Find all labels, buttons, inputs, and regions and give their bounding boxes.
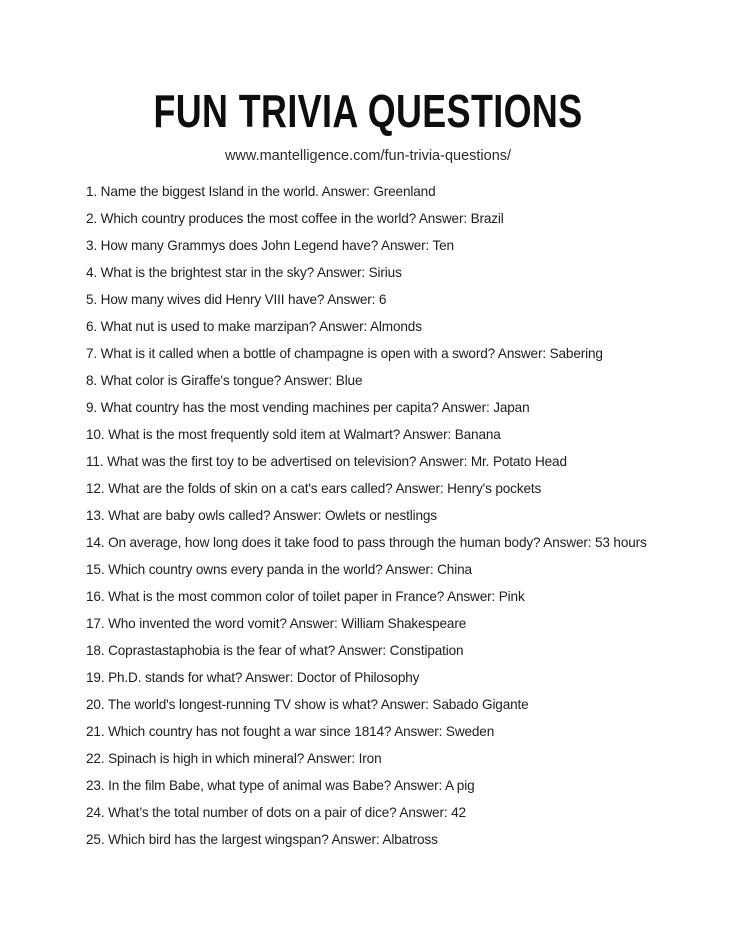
question-text: What color is Giraffe's tongue? Answer: Blue [100,373,363,388]
question-number: 16. [86,589,109,604]
question-text: What was the first toy to be advertised on television? Answer: Mr. Potato Head [107,454,567,469]
question-number: 15. [86,562,109,577]
question-item [86,779,696,793]
question-item [86,374,696,388]
page-url: www.mantelligence.com/fun-trivia-questions/ [224,148,512,164]
question-text: Spinach is high in which mineral? Answer: Iron [108,751,382,766]
question-number: 2. [86,211,101,226]
question-text: Which country owns every panda in the world? Answer: China [108,562,472,577]
question-item [86,509,696,523]
question-number: 1. [86,184,101,199]
questions-list [0,185,736,847]
question-number: 23. [86,778,109,793]
question-item [86,455,696,469]
question-text: What are the folds of skin on a cat's ears called? Answer: Henry's pockets [108,481,542,496]
question-item [86,806,696,820]
question-number: 6. [86,319,101,334]
question-number: 10. [86,427,109,442]
question-text: Ph.D. stands for what? Answer: Doctor of Philosophy [108,670,420,685]
question-item [86,590,696,604]
question-number: 12. [86,481,109,496]
question-number: 7. [86,346,101,361]
page-title: FUN TRIVIA QUESTIONS [153,85,583,137]
question-text: What nut is used to make marzipan? Answer: Almonds [100,319,422,334]
question-number: 3. [86,238,101,253]
question-number: 14. [86,535,109,550]
question-item [86,401,696,415]
question-number: 13. [86,508,109,523]
question-item [86,482,696,496]
question-text: In the film Babe, what type of animal was Babe? Answer: A pig [108,778,475,793]
question-text: On average, how long does it take food to pass through the human body? Answer: 53 hours [108,535,647,550]
question-text: What are baby owls called? Answer: Owlets or nestlings [108,508,437,523]
question-text: How many Grammys does John Legend have? Answer: Ten [100,238,454,253]
question-number: 24. [86,805,109,820]
question-item [86,428,696,442]
question-text: Which country produces the most coffee in the world? Answer: Brazil [100,211,504,226]
question-item [86,536,696,550]
question-text: What is the most frequently sold item at Walmart? Answer: Banana [108,427,501,442]
question-number: 8. [86,373,101,388]
question-number: 9. [86,400,101,415]
question-number: 20. [86,697,108,712]
question-text: What’s the total number of dots on a pair of dice? Answer: 42 [108,805,466,820]
question-number: 19. [86,670,109,685]
question-item [86,266,696,280]
question-item [86,293,696,307]
question-text: What is the most common color of toilet paper in France? Answer: Pink [108,589,525,604]
question-number: 17. [86,616,109,631]
question-item [86,239,696,253]
question-number: 21. [86,724,109,739]
question-item [86,185,696,199]
question-item [86,320,696,334]
question-item [86,212,696,226]
question-number: 18. [86,643,109,658]
question-text: Who invented the word vomit? Answer: William Shakespeare [108,616,467,631]
question-text: Which bird has the largest wingspan? Answer: Albatross [108,832,438,847]
question-number: 22. [86,751,109,766]
question-item [86,563,696,577]
question-item [86,698,696,712]
question-text: What is it called when a bottle of champagne is open with a sword? Answer: Sabering [100,346,603,361]
question-text: How many wives did Henry VIII have? Answer: 6 [100,292,387,307]
question-item [86,617,696,631]
question-number: 4. [86,265,101,280]
question-item [86,644,696,658]
question-text: What is the brightest star in the sky? Answer: Sirius [100,265,402,280]
question-text: What country has the most vending machines per capita? Answer: Japan [100,400,530,415]
question-item [86,725,696,739]
question-item [86,833,696,847]
question-text: The world's longest-running TV show is what? Answer: Sabado Gigante [107,697,529,712]
question-item [86,671,696,685]
question-text: Name the biggest Island in the world. Answer: Greenland [100,184,436,199]
question-item [86,752,696,766]
question-text: Coprastastaphobia is the fear of what? Answer: Constipation [108,643,464,658]
question-text: Which country has not fought a war since 1814? Answer: Sweden [108,724,495,739]
question-item [86,347,696,361]
question-number: 5. [86,292,101,307]
question-number: 11. [86,454,108,469]
question-number: 25. [86,832,109,847]
